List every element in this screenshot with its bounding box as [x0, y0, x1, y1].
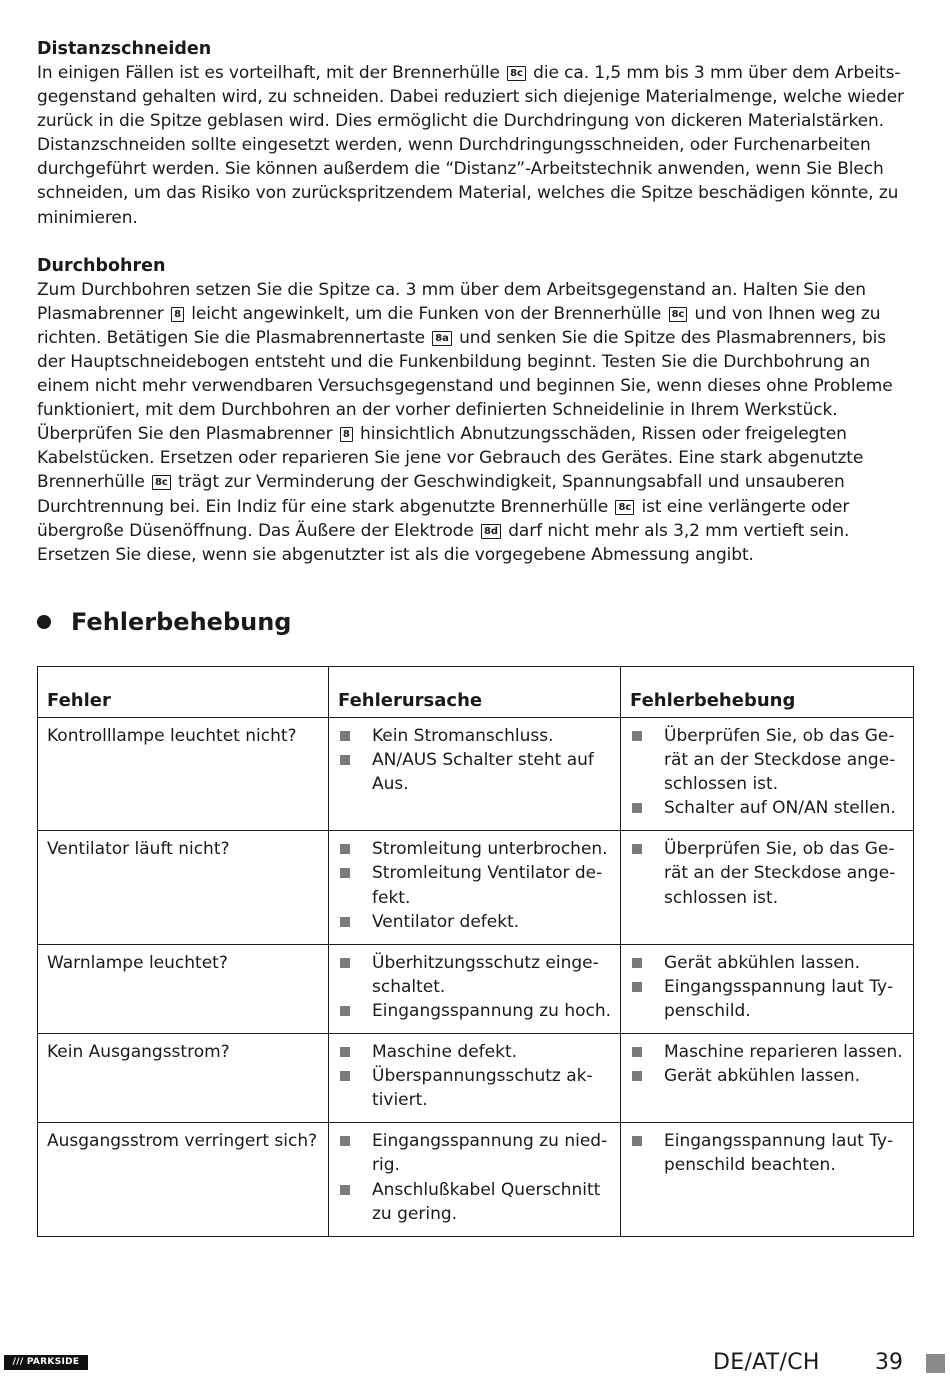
behebung-cell	[621, 1034, 914, 1123]
parkside-logo: /// PARKSIDE	[4, 1355, 88, 1370]
text-run: die ca. 1,5 mm bis 3 mm über dem Arbeitsgegenstand gehalten wird, zu schneiden. Dabei reduziert sich diejenige Materialmenge, welche wieder zurück in die Spitze geblasen wird. Dies ermöglicht die Durchdringung von dickeren Materialstärken. Distanzschneiden sollte eingesetzt werden, wenn Durchdringungsschneiden, oder Furchenarbeiten durchgeführt werden. Sie können außerdem die “Distanz”-Arbeitstechnik anwenden, wenn Sie Blech schneiden, um das Risiko von zurückspritzendem Material, welches die Spitze beschädigen könnte, zu minimieren.	[37, 63, 904, 228]
square-bullet-icon	[632, 803, 642, 813]
paragraph-durchbohren	[37, 278, 913, 567]
behebung-cell	[621, 718, 914, 831]
ursache-cell	[329, 1123, 621, 1236]
square-bullet-icon	[632, 844, 642, 854]
column-header-fehlerursache: Fehlerursache	[329, 667, 621, 718]
page-number: 39	[875, 1350, 903, 1375]
fehler-cell: Warnlampe leuchtet?	[38, 944, 329, 1033]
list-item-text: Eingangsspannung zu hoch.	[372, 1000, 612, 1021]
list-item	[338, 951, 614, 999]
troubleshooting-table	[37, 666, 914, 1237]
behebung-cell	[621, 1123, 914, 1236]
table-row	[38, 944, 914, 1033]
square-bullet-icon	[340, 844, 350, 854]
list-item-text: AN/AUS Schalter steht auf Aus.	[372, 750, 594, 795]
part-reference-8c: 8c	[669, 307, 688, 322]
list-item	[630, 724, 907, 796]
list-item	[630, 796, 907, 820]
table-row	[38, 1123, 914, 1236]
square-bullet-icon	[340, 1136, 350, 1146]
square-bullet-icon	[632, 982, 642, 992]
list-item-text: Ventilator defekt.	[372, 911, 520, 932]
fehler-cell: Kein Ausgangsstrom?	[38, 1034, 329, 1123]
square-bullet-icon	[340, 1006, 350, 1016]
part-reference-8d: 8d	[481, 524, 501, 539]
ursache-cell	[329, 1034, 621, 1123]
list-item	[338, 861, 614, 909]
list-item	[630, 1040, 907, 1064]
table-row	[38, 1034, 914, 1123]
column-header-fehlerbehebung: Fehlerbehebung	[621, 667, 914, 718]
list-item	[630, 837, 907, 909]
list-item	[338, 999, 614, 1023]
square-bullet-icon	[340, 1071, 350, 1081]
footer-country-codes: DE/AT/CH	[713, 1350, 820, 1375]
list-item-text: Gerät abkühlen lassen.	[664, 952, 861, 973]
list-item-text: Maschine defekt.	[372, 1042, 518, 1063]
square-bullet-icon	[632, 1071, 642, 1081]
list-item-text: Überprüfen Sie, ob das Gerät an der Steckdose angeschlossen ist.	[664, 726, 896, 795]
list-item	[338, 1178, 614, 1226]
list-item-text: Maschine reparieren lassen.	[664, 1042, 903, 1063]
square-bullet-icon	[340, 755, 350, 765]
list-item	[630, 1064, 907, 1088]
bullet-icon	[37, 615, 51, 629]
text-run: trägt zur Verminderung der Geschwindigkeit, Spannungsabfall und unsauberen Durchtrennung bei. Ein Indiz für eine stark abgenutzte Brennerhülle	[37, 472, 845, 517]
ursache-cell	[329, 831, 621, 944]
list-item-text: Kein Stromanschluss.	[372, 726, 554, 746]
list-item-text: Eingangsspannung laut Typenschild beachten.	[664, 1131, 894, 1176]
fehler-cell: Kontrolllampe leuchtet nicht?	[38, 718, 329, 831]
text-run: und senken Sie die Spitze des Plasmabrenners, bis der Hauptschneidebogen entsteht und die Funkenbildung beginnt. Testen Sie die Durchbohrung an einem nicht mehr verwendbaren Versuchsgegenstand und beginnen Sie, wenn dieses ohne Probleme funktioniert, mit dem Durchbohren an der vorher definierten Schneidelinie in Ihrem Werkstück. Überprüfen Sie den Plasmabrenner	[37, 327, 893, 445]
list-item	[630, 1129, 907, 1177]
part-reference-8a: 8a	[432, 331, 452, 346]
text-content	[37, 37, 913, 567]
list-item-text: Eingangsspannung laut Typenschild.	[664, 976, 894, 1021]
section-heading-durchbohren: Durchbohren	[37, 255, 166, 276]
list-item	[338, 724, 614, 748]
part-reference-8c: 8c	[507, 66, 526, 81]
square-bullet-icon	[340, 731, 350, 741]
list-item	[338, 910, 614, 934]
ursache-cell	[329, 944, 621, 1033]
page-marker-square	[926, 1354, 945, 1373]
text-run: und von Ihnen weg zu richten. Betätigen Sie die Plasmabrennertaste	[37, 303, 881, 348]
part-reference-8: 8	[171, 307, 184, 322]
list-item	[338, 837, 614, 861]
behebung-cell	[621, 944, 914, 1033]
list-item-text: Eingangsspannung zu niedrig.	[372, 1131, 608, 1176]
part-reference-8c: 8c	[615, 500, 634, 515]
section-heading-distanzschneiden: Distanzschneiden	[37, 39, 212, 59]
column-header-fehler: Fehler	[38, 667, 329, 718]
square-bullet-icon	[340, 958, 350, 968]
list-item-text: Schalter auf ON/AN stellen.	[664, 798, 896, 819]
behebung-cell	[621, 831, 914, 944]
paragraph-distanzschneiden	[37, 61, 913, 230]
text-run: hinsichtlich Abnutzungsschäden, Rissen oder freigelegten Kabelstücken. Ersetzen oder reparieren Sie jene vor Gebrauch des Gerätes. Eine stark abgenutzte Brennerhülle	[37, 424, 864, 493]
part-reference-8c: 8c	[152, 475, 171, 490]
list-item-text: Anschlußkabel Querschnitt zu gering.	[372, 1179, 601, 1224]
square-bullet-icon	[632, 958, 642, 968]
square-bullet-icon	[340, 1185, 350, 1195]
square-bullet-icon	[632, 1136, 642, 1146]
list-item-text: Stromleitung Ventilator defekt.	[372, 863, 603, 908]
square-bullet-icon	[340, 1047, 350, 1057]
part-reference-8: 8	[340, 427, 353, 442]
list-item-text: Gerät abkühlen lassen.	[664, 1066, 861, 1087]
table-header-row	[38, 667, 914, 718]
list-item	[338, 1040, 614, 1064]
text-run: darf nicht mehr als 3,2 mm vertieft sein. Ersetzen Sie diese, wenn sie abgenutzter ist als die vorgegebene Abmessung angibt.	[37, 520, 850, 565]
list-item-text: Überprüfen Sie, ob das Gerät an der Steckdose angeschlossen ist.	[664, 839, 896, 908]
list-item-text: Überhitzungsschutz eingeschaltet.	[372, 952, 599, 997]
table-row	[38, 718, 914, 831]
square-bullet-icon	[340, 917, 350, 927]
square-bullet-icon	[340, 868, 350, 878]
section-title-text: Fehlerbehebung	[71, 608, 292, 636]
list-item	[630, 951, 907, 975]
square-bullet-icon	[632, 731, 642, 741]
list-item-text: Überspannungsschutz aktiviert.	[372, 1066, 593, 1111]
text-run: Zum Durchbohren setzen Sie die Spitze ca. 3 mm über dem Arbeitsgegenstand an. Halten Sie den Plasmabrenner	[37, 279, 866, 324]
text-run: leicht angewinkelt, um die Funken von der Brennerhülle	[185, 303, 667, 324]
fehler-cell: Ausgangsstrom verringert sich?	[38, 1123, 329, 1236]
square-bullet-icon	[632, 1047, 642, 1057]
fehler-cell: Ventilator läuft nicht?	[38, 831, 329, 944]
list-item	[338, 1129, 614, 1177]
section-title-fehlerbehebung	[37, 604, 291, 640]
text-run: In einigen Fällen ist es vorteilhaft, mit der Brennerhülle	[37, 63, 506, 83]
list-item	[338, 748, 614, 796]
text-run: ist eine verlängerte oder übergroße Düsenöffnung. Das Äußere der Elektrode	[37, 496, 850, 541]
list-item-text: Stromleitung unterbrochen.	[372, 839, 608, 860]
table-row	[38, 831, 914, 944]
list-item	[630, 975, 907, 1023]
list-item	[338, 1064, 614, 1112]
ursache-cell	[329, 718, 621, 831]
